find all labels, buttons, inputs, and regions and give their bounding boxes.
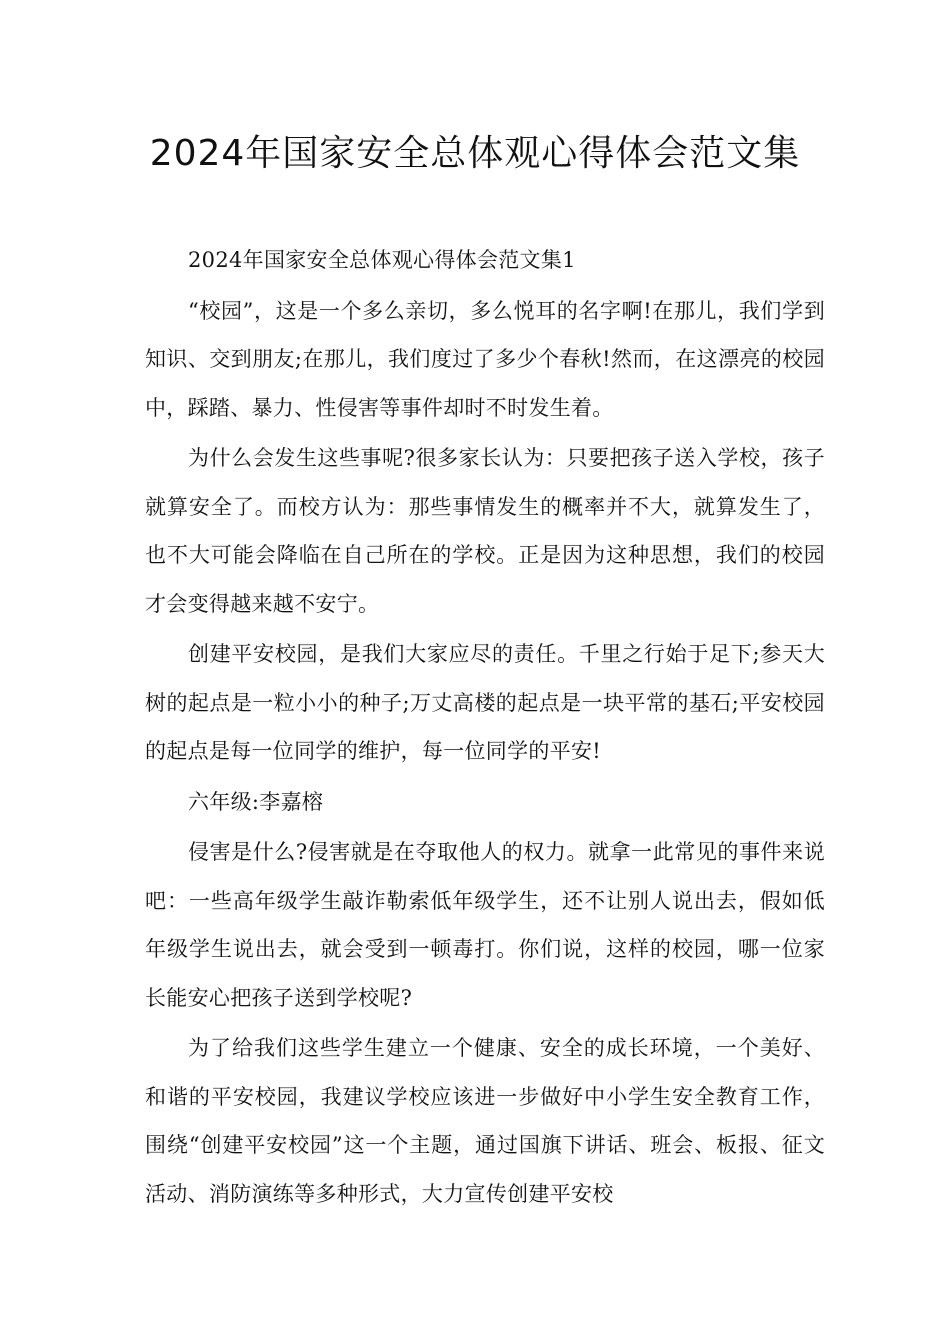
paragraph: 为了给我们这些学生建立一个健康、安全的成长环境，一个美好、和谐的平安校园，我建议学校应该进一步做好中小学生安全教育工作，围绕“创建平安校园”这一个主题，通过国旗下讲话、班会、板报、征文活动、消防演练等多种形式，大力宣传创建平安校: [145, 1036, 825, 1206]
document-title: 2024年国家安全总体观心得体会范文集: [149, 133, 801, 174]
paragraph-heading: 2024年国家安全总体观心得体会范文集1: [188, 248, 576, 272]
document-body: [145, 236, 825, 1218]
paragraph: 创建平安校园，是我们大家应尽的责任。千里之行始于足下;参天大树的起点是一粒小小的种子;万丈高楼的起点是一块平常的基石;平安校园的起点是每一位同学的维护，每一位同学的平安!: [145, 642, 825, 763]
author-line: 六年级:李嘉榕: [188, 789, 324, 814]
paragraph: “校园”，这是一个多么亲切，多么悦耳的名字啊!在那儿，我们学到知识、交到朋友;在那儿，我们度过了多少个春秋!然而，在这漂亮的校园中，踩踏、暴力、性侵害等事件却时不时发生着。: [145, 298, 825, 420]
paragraph: 为什么会发生这些事呢?很多家长认为：只要把孩子送入学校，孩子就算安全了。而校方认为：那些事情发生的概率并不大，就算发生了，也不大可能会降临在自己所在的学校。正是因为这种思想，我们的校园才会变得越来越不安宁。: [145, 446, 825, 616]
paragraph: 侵害是什么?侵害就是在夺取他人的权力。就拿一此常见的事件来说吧：一些高年级学生敲诈勒索低年级学生，还不让别人说出去，假如低年级学生说出去，就会受到一顿毒打。你们说，这样的校园，哪一位家长能安心把孩子送到学校呢?: [145, 840, 825, 1010]
